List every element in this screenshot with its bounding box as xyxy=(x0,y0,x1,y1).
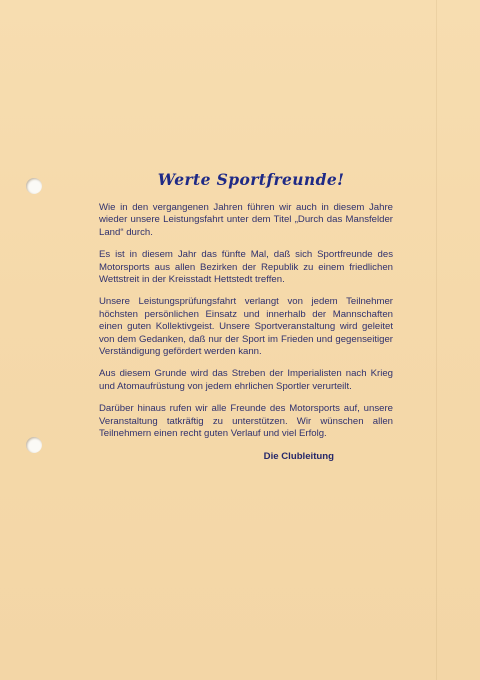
signature: Die Clubleitung xyxy=(263,450,334,462)
paragraph-1: Wie in den vergangenen Jahren führen wir auch in diesem Jahre wieder unsere Leistungsfahrt unter dem Titel „Durch das Mansfelder Land“ durch. xyxy=(99,202,393,238)
punch-hole-top xyxy=(26,178,42,194)
letter-body xyxy=(99,170,393,462)
punch-hole-bottom xyxy=(26,437,42,453)
letter-title: Werte Sportfreunde! xyxy=(157,170,345,189)
page-fold-line xyxy=(436,0,437,680)
paragraph-2: Es ist in diesem Jahr das fünfte Mal, daß sich Sportfreunde des Motorsports aus allen Bezirken der Republik zu einem friedlichen Wettstreit in der Kreisstadt Hettstedt treffen. xyxy=(99,249,393,286)
paragraph-3: Unsere Leistungsprüfungsfahrt verlangt von jedem Teilnehmer höchsten persönlichen Einsatz und innerhalb der Mannschaften einen guten Kollektivgeist. Unsere Sportveranstaltung wird geleitet von dem Gedanken, daß nur der Sport im Frieden und gegenseitiger Verständigung gefördert werden kann. xyxy=(99,296,393,358)
paragraph-4: Aus diesem Grunde wird das Streben der Imperialisten nach Krieg und Atomaufrüstung von jedem ehrlichen Sportler verurteilt. xyxy=(99,368,393,392)
paragraph-5: Darüber hinaus rufen wir alle Freunde des Motorsports auf, unsere Veranstaltung tatkräftig zu unterstützen. Wir wünschen allen Teilnehmern einen recht guten Verlauf und viel Erfolg. xyxy=(99,403,393,440)
